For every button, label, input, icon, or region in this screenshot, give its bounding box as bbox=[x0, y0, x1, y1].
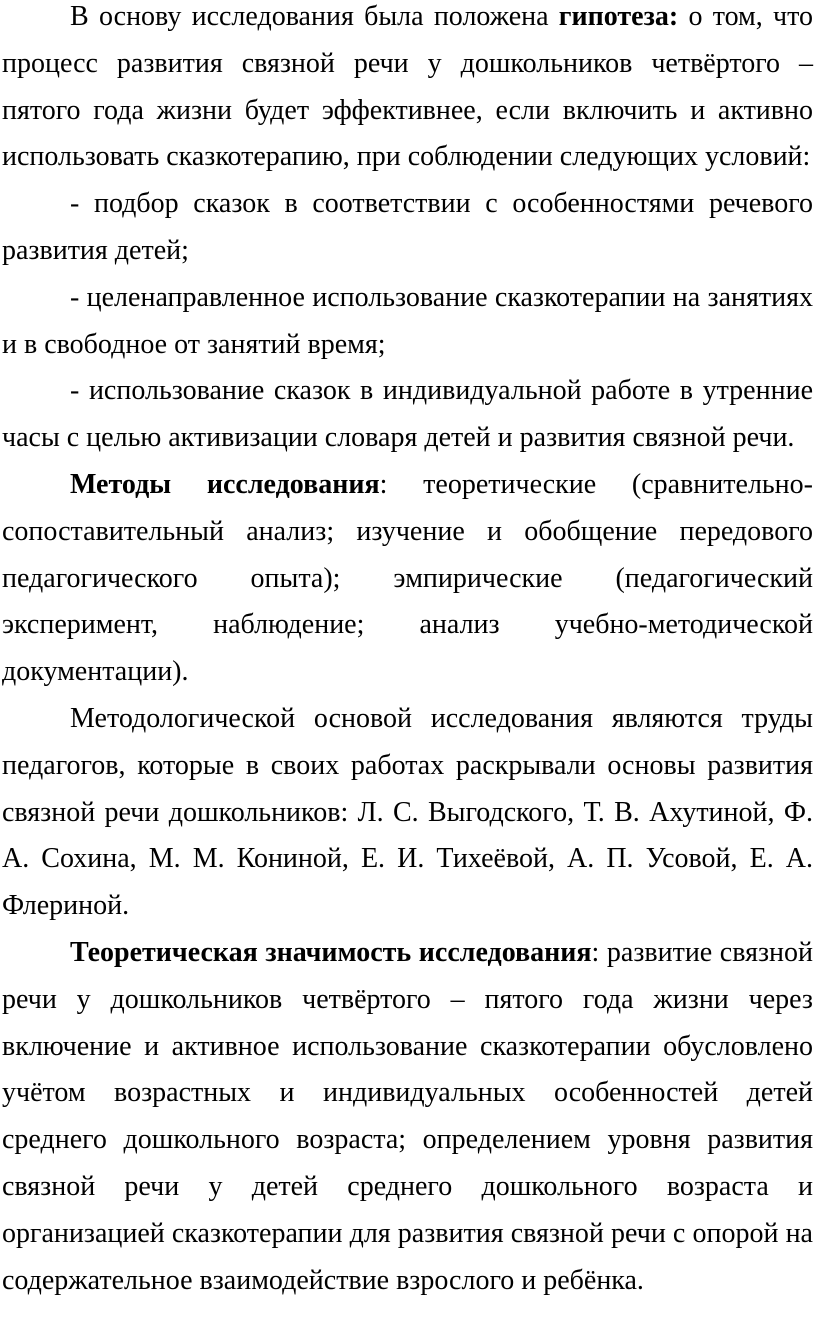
condition-item-1: - подбор сказок в соответствии с особенностями речевого развития детей; bbox=[2, 188, 813, 266]
hypothesis-paragraph bbox=[2, 0, 813, 181]
hypothesis-term: гипотеза: bbox=[558, 1, 679, 32]
significance-term: Теоретическая значимость исследования bbox=[70, 936, 592, 968]
hypothesis-text: о том, что процесс развития связной речи у дошкольников четвёртого – пятого года жизни будет эффективнее, если включить и активно использовать сказкотерапию, при соблюдении следующих условий: bbox=[2, 1, 813, 173]
condition-item-3: - использование сказок в индивидуальной работе в утренние часы с целью активизации словаря детей и развития связной речи. bbox=[2, 375, 813, 454]
condition-item-2: - целенаправленное использование сказкотерапии на занятиях и в свободное от занятий время; bbox=[2, 281, 813, 360]
significance-paragraph bbox=[2, 930, 813, 1304]
methods-term: Методы исследования bbox=[70, 468, 380, 500]
methods-paragraph bbox=[2, 462, 813, 696]
significance-text: : развитие связной речи у дошкольников четвёртого – пятого года жизни через включение и активное использование сказкотерапии обусловлено учётом возрастных и индивидуальных особенностей детей среднего дошкольного возраста; определением уровня развития связной речи у детей среднего дошкольного возраста и организацией сказкотерапии для развития связной речи с опорой на содержательное взаимодействие взрослого и ребёнка. bbox=[2, 936, 813, 1296]
methods-text: : теоретические (сравнительно-сопоставительный анализ; изучение и обобщение передового педагогического опыта); эмпирические (педагогический эксперимент, наблюдение; анализ учебно-методической документации). bbox=[2, 468, 813, 688]
hypothesis-lead: В основу исследования была положена bbox=[70, 1, 559, 32]
methodology-paragraph: Методологической основой исследования являются труды педагогов, которые в своих работах раскрывали основы развития связной речи дошкольников: Л. С. Выгодского, Т. В. Ахутиной, Ф. А. Сохина, М. М. Кониной, Е. И. Тихеёвой, А. П. Усовой, Е. А. Флериной. bbox=[2, 702, 813, 922]
